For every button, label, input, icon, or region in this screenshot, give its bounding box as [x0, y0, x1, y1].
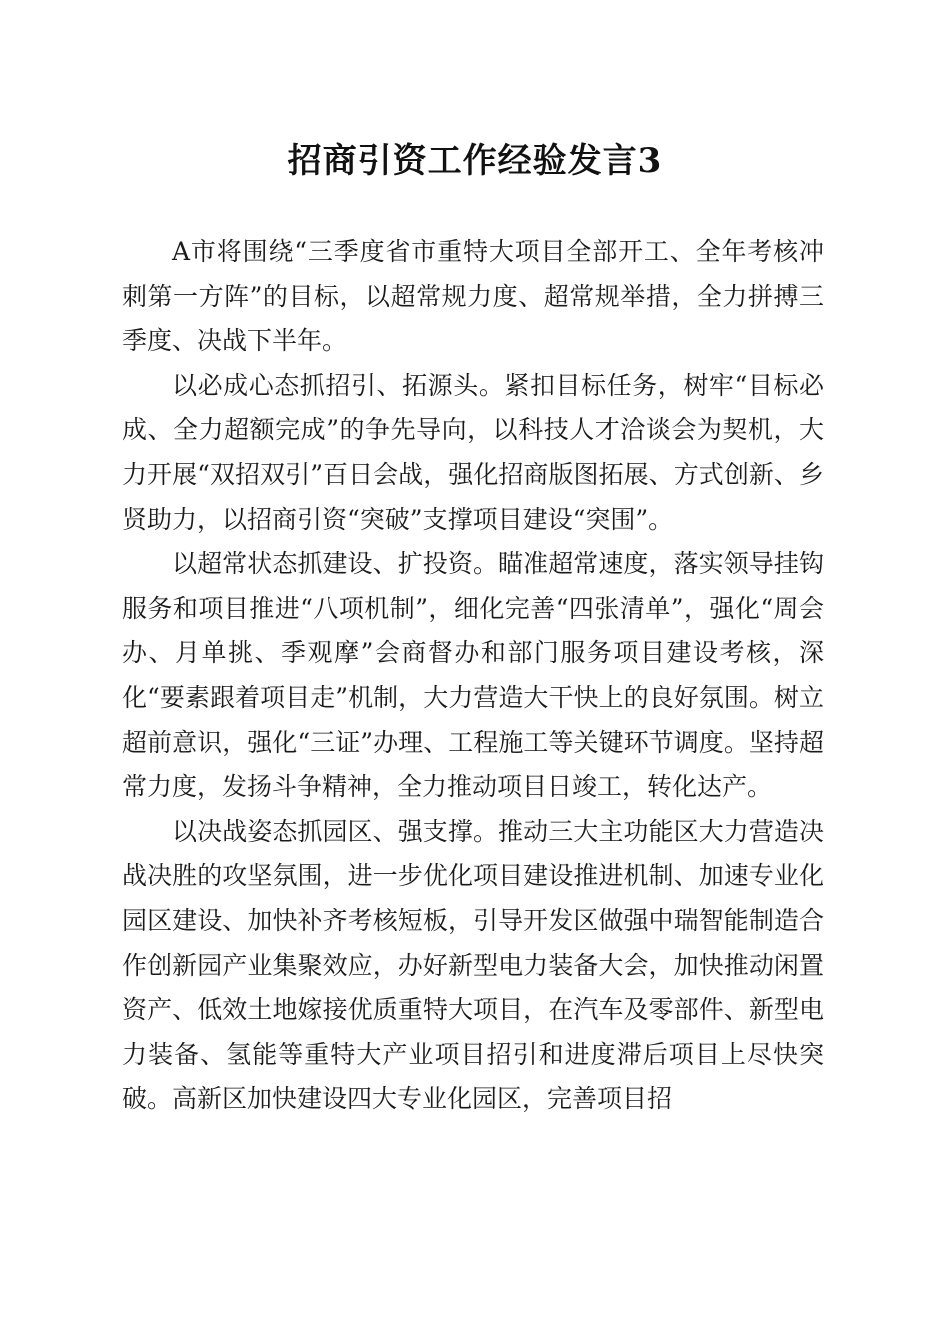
paragraph-construction-investment: 以超常状态抓建设、扩投资。瞄准超常速度，落实领导挂钩服务和项目推进“八项机制”，细化完善“四张清单”，强化“周会办、月单挑、季观摩”会商督办和部门服务项目建设考核，深化“要素跟着项目走”机制，大力营造大干快上的良好氛围。树立超前意识，强化“三证”办理、工程施工等关键环节调度。坚持超常力度，发扬斗争精神，全力推动项目日竣工，转化达产。	[122, 549, 824, 802]
document-body	[122, 230, 824, 1122]
paragraph-industrial-parks: 以决战姿态抓园区、强支撑。推动三大主功能区大力营造决战决胜的攻坚氛围，进一步优化项目建设推进机制、加速专业化园区建设、加快补齐考核短板，引导开发区做强中瑞智能制造合作创新园产业集聚效应，办好新型电力装备大会，加快推动闲置资产、低效土地嫁接优质重特大项目，在汽车及零部件、新型电力装备、氢能等重特大产业项目招引和进度滞后项目上尽快突破。高新区加快建设四大专业化园区，完善项目招	[122, 816, 824, 1114]
paragraph-investment-attraction: 以必成心态抓招引、拓源头。紧扣目标任务，树牢“目标必成、全力超额完成”的争先导向，以科技人才洽谈会为契机，大力开展“双招双引”百日会战，强化招商版图拓展、方式创新、乡贤助力，以招商引资“突破”支撑项目建设“突围”。	[122, 370, 824, 534]
paragraph-intro: A市将围绕“三季度省市重特大项目全部开工、全年考核冲刺第一方阵”的目标，以超常规力度、超常规举措，全力拼搏三季度、决战下半年。	[122, 237, 824, 356]
document-title: 招商引资工作经验发言3	[287, 141, 663, 181]
